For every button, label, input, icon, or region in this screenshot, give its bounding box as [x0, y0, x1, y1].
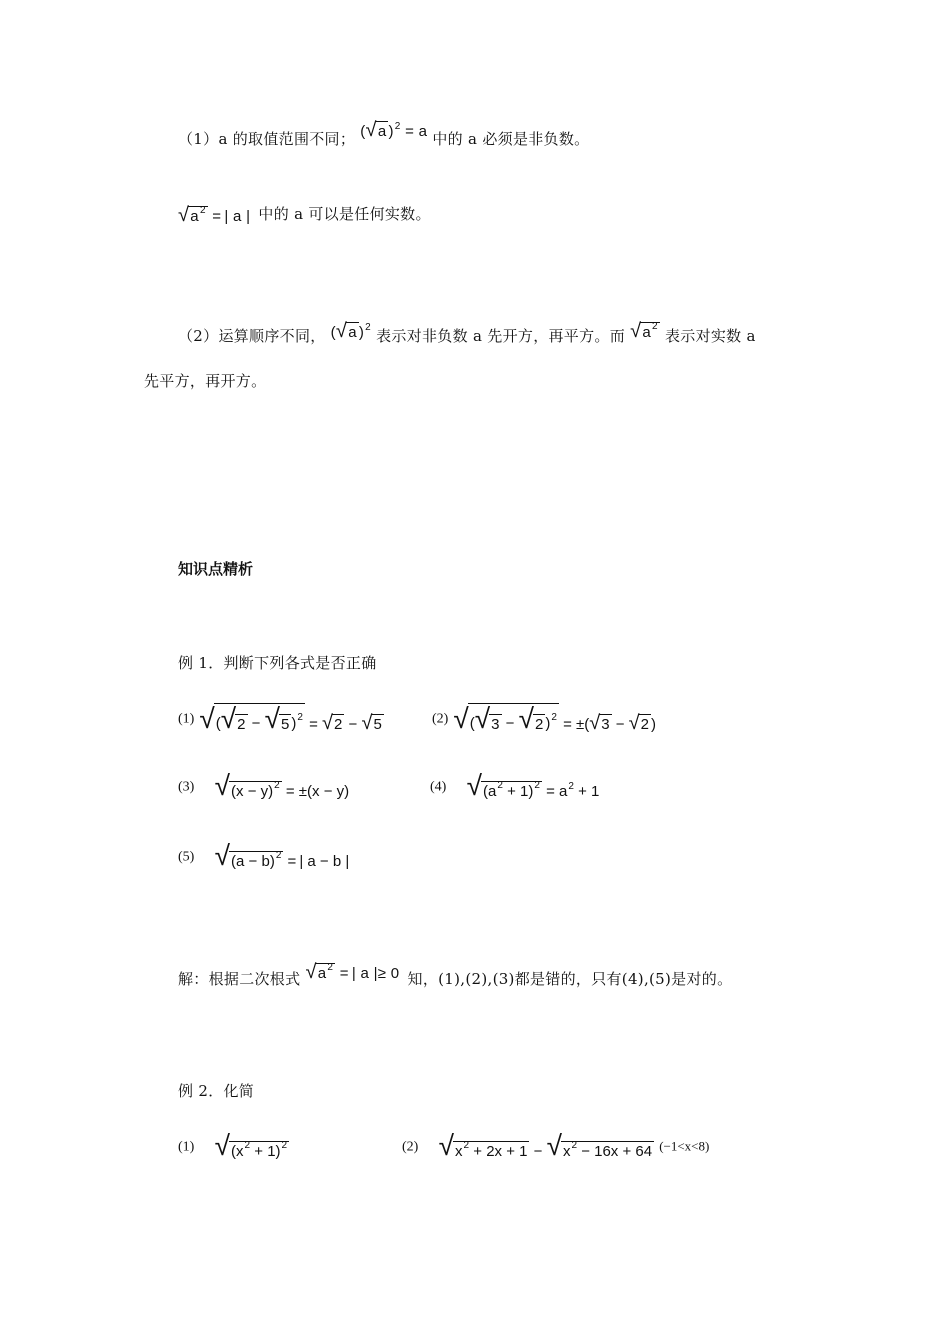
example2-item-1 — [178, 1132, 289, 1160]
example1-item-label: (4) — [430, 779, 447, 795]
example1-item-1 — [178, 703, 384, 733]
example2-title: 例 2．化简 — [178, 1082, 255, 1100]
item2-line — [178, 320, 756, 347]
item2-formula2: √ $a^2$ — [630, 320, 658, 342]
item1-line2-formula: √ $a^2$ = | a | — [178, 204, 251, 226]
solution-formula: √ $a^2$ = | a |≥ 0 — [305, 961, 400, 983]
item2-suffix: 表示对实数 a — [664, 327, 756, 345]
example1-item-label: (2) — [432, 711, 449, 727]
item2-line2: 先平方，再开方。 — [144, 372, 267, 390]
solution-suffix: 知，(1),(2),(3)都是错的，只有(4),(5)是对的。 — [407, 970, 733, 988]
example1-item-formula: √ $(x - y)^2$ = ±(x − y) — [214, 770, 350, 801]
example2-item-label: (1) — [178, 1139, 195, 1155]
example2-item-formula: √ $(x^2 + 1)^2$ — [214, 1130, 288, 1161]
example1-item-label: (3) — [178, 779, 195, 795]
item1-line2-suffix: 中的 a 可以是任何实数。 — [258, 205, 431, 223]
example2-item-label: (2) — [402, 1139, 419, 1155]
example1-solution — [178, 961, 733, 990]
example1-item-label: (1) — [178, 711, 195, 727]
example1-item-label: (5) — [178, 849, 195, 865]
example1-item-formula: √ $(a - b)^2$ = | a − b | — [214, 840, 350, 871]
example1-item-formula: √ ( √ 2 − √ 5 )$^2$ = √ 2 − √ 5 — [199, 703, 382, 734]
example1-item-2 — [432, 703, 656, 733]
example1-item-formula: √ ( √ 3 − √ 2 )$^2$ = ±( √ 3 − √ 2 ) — [453, 703, 656, 734]
section-heading: 知识点精析 — [178, 560, 254, 578]
example1-item-3 — [178, 772, 349, 800]
example1-item-formula: √ $(a^2 + 1)^2$ = a 2 + 1 — [466, 770, 600, 801]
item1-prefix: （1）a 的取值范围不同； — [178, 130, 356, 148]
example1-title: 例 1．判断下列各式是否正确 — [178, 654, 377, 672]
example1-item-5 — [178, 842, 352, 870]
item1-line2 — [178, 203, 431, 225]
item2-formula1: ( √ a ) 2 — [330, 320, 372, 342]
item1-line — [178, 119, 590, 150]
example2-item-2 — [402, 1132, 709, 1160]
item1-suffix: 中的 a 必须是非负数。 — [432, 130, 590, 148]
example1-item-4 — [430, 772, 599, 800]
solution-prefix: 解：根据二次根式 — [178, 970, 301, 988]
item2-prefix: （2）运算顺序不同， — [178, 327, 326, 345]
item1-formula: ( √ a ) 2 = a — [360, 119, 428, 141]
example2-item-formula: √ $x^2 + 2x + 1$ − √ $x^2 - 16x + 64$ — [438, 1130, 653, 1161]
item2-middle: 表示对非负数 a 先开方，再平方。而 — [376, 327, 625, 345]
example2-item-condition: (−1<x<8) — [659, 1138, 710, 1154]
